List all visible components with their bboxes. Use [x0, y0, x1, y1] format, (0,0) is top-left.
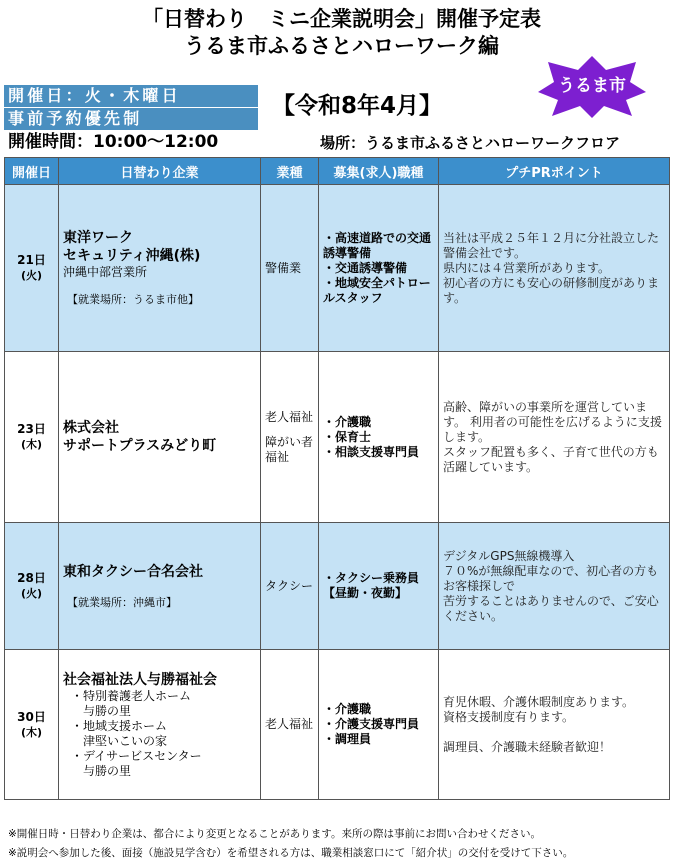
date-weekday: (木)	[20, 725, 43, 739]
date-weekday: (木)	[20, 438, 43, 451]
company-name-line: 社会福祉法人与勝福祉会	[63, 671, 217, 688]
pr-line: スタッフ配置も多く、子育て世代の方も活躍しています。	[443, 444, 659, 474]
column-header-pr: プチPRポイント	[439, 158, 670, 185]
industry-line: タクシー	[265, 578, 314, 593]
facility-item: ・特別養護老人ホーム	[71, 688, 192, 703]
job-item: ・調理員	[323, 732, 372, 746]
pr-line: 資格支援制度有ります。	[443, 709, 575, 724]
event-hours: 開催時間：10:00～12:00	[8, 132, 219, 152]
event-place: 場所：うるま市ふるさとハローワークフロア	[320, 134, 621, 152]
jobs-cell	[319, 185, 439, 352]
pr-cell	[439, 650, 670, 800]
pr-line: 初心者の方にも安心の研修制度があります。	[443, 275, 660, 305]
job-item: ・高速道路での交通誘導警備	[323, 230, 432, 260]
facility-item: 与勝の里	[71, 763, 132, 778]
schedule-days-badge: 開催日：火・木曜日	[4, 85, 258, 107]
reservation-badge: 事前予約優先制	[4, 108, 258, 130]
workplace-note: 【就業場所：沖縄市】	[67, 595, 177, 609]
date-cell	[5, 352, 59, 523]
jobs-cell	[319, 650, 439, 800]
company-name-line: サポートプラスみどり町	[63, 438, 217, 454]
jobs-cell	[319, 352, 439, 523]
job-item: ・地域安全パトロールスタッフ	[323, 275, 431, 305]
date-cell	[5, 650, 59, 800]
industry-cell	[261, 352, 319, 523]
page-subtitle: うるま市ふるさとハローワーク編	[184, 34, 499, 58]
pr-line: 苦労することはありませんので、ご安心ください。	[443, 593, 659, 623]
company-cell	[59, 352, 261, 523]
company-name-line: 株式会社	[63, 420, 119, 436]
pr-line: デジタルGPS無線機導入	[443, 548, 575, 563]
pr-cell	[439, 185, 670, 352]
pr-line: ７０%が無線配車なので、初心者の方もお客様探しで	[443, 563, 659, 593]
industry-line: 障がい者福祉	[265, 434, 314, 464]
industry-cell	[261, 185, 319, 352]
table-row	[5, 185, 670, 352]
workplace-note: 【就業場所：うるま市他】	[67, 293, 199, 306]
company-branch: 沖縄中部営業所	[63, 265, 148, 279]
company-cell	[59, 650, 261, 800]
industry-spacer	[265, 425, 314, 435]
pr-line: 育児休暇、介護休暇制度あります。	[443, 694, 635, 709]
footnote: ※開催日時・日替わり企業は、都合により変更となることがあります。来所の際は事前にお問い合わせください。	[8, 828, 541, 840]
company-name-line: 東和タクシー合名会社	[63, 563, 203, 580]
job-item: ・介護職	[323, 702, 372, 716]
company-cell	[59, 523, 261, 650]
company-name-line: 東洋ワーク	[63, 230, 133, 246]
facility-item: ・地域支援ホーム	[71, 718, 168, 733]
industry-line: 警備業	[265, 260, 302, 275]
date-day: 30日	[17, 709, 46, 724]
job-item: ・保育士	[323, 429, 372, 444]
pr-spacer	[443, 725, 665, 740]
job-item: ・介護支援専門員	[323, 717, 420, 731]
pr-cell	[439, 352, 670, 523]
pr-line: 当社は平成２５年１２月に分社設立した警備会社です。	[443, 230, 660, 260]
column-header-industry: 業種	[261, 158, 319, 185]
industry-cell	[261, 650, 319, 800]
period-label: 【令和8年4月】	[272, 93, 443, 119]
pr-cell	[439, 523, 670, 650]
city-badge	[536, 54, 648, 118]
facility-item: ・デイサービスセンター	[71, 748, 202, 763]
jobs-cell	[319, 523, 439, 650]
industry-line: 老人福祉	[265, 409, 314, 424]
facility-item: 津堅いこいの家	[71, 733, 168, 748]
pr-line: 高齢、障がいの事業所を運営しています。 利用者の可能性を広げるように支援します。	[443, 399, 662, 444]
table-row	[5, 523, 670, 650]
date-cell	[5, 523, 59, 650]
job-item: ・交通誘導警備	[323, 260, 408, 275]
date-day: 28日	[17, 571, 46, 585]
city-badge-label: うるま市	[558, 76, 626, 96]
table-row	[5, 650, 670, 800]
table-row	[5, 352, 670, 523]
footnote: ※説明会へ参加した後、面接（施設見学含む）を希望される方は、職業相談窓口にて「紹介状」の交付を受けて下さい。	[8, 847, 574, 859]
pr-line: 調理員、介護職未経験者歓迎！	[443, 739, 612, 754]
job-item: ・介護職	[323, 414, 372, 429]
industry-cell	[261, 523, 319, 650]
company-cell	[59, 185, 261, 352]
company-name-line: セキュリティ沖縄(株)	[63, 248, 201, 264]
table-header-row	[5, 158, 670, 185]
facility-item: 与勝の里	[71, 703, 132, 718]
job-item: ・相談支援専門員	[323, 444, 420, 459]
schedule-table	[4, 157, 670, 800]
industry-line: 老人福祉	[265, 717, 314, 731]
job-item: ・タクシー乗務員	[323, 571, 420, 585]
date-cell	[5, 185, 59, 352]
date-weekday: (火)	[20, 269, 43, 282]
page-title: 「日替わり ミニ企業説明会」開催予定表	[142, 7, 541, 31]
date-day: 23日	[17, 422, 46, 436]
column-header-jobs: 募集(求人)職種	[319, 158, 439, 185]
pr-line: 県内には４営業所があります。	[443, 260, 611, 275]
job-item: 【昼勤・夜勤】	[323, 586, 408, 600]
date-weekday: (火)	[20, 587, 43, 600]
date-day: 21日	[17, 253, 46, 267]
column-header-company: 日替わり企業	[59, 158, 261, 185]
column-header-date: 開催日	[5, 158, 59, 185]
